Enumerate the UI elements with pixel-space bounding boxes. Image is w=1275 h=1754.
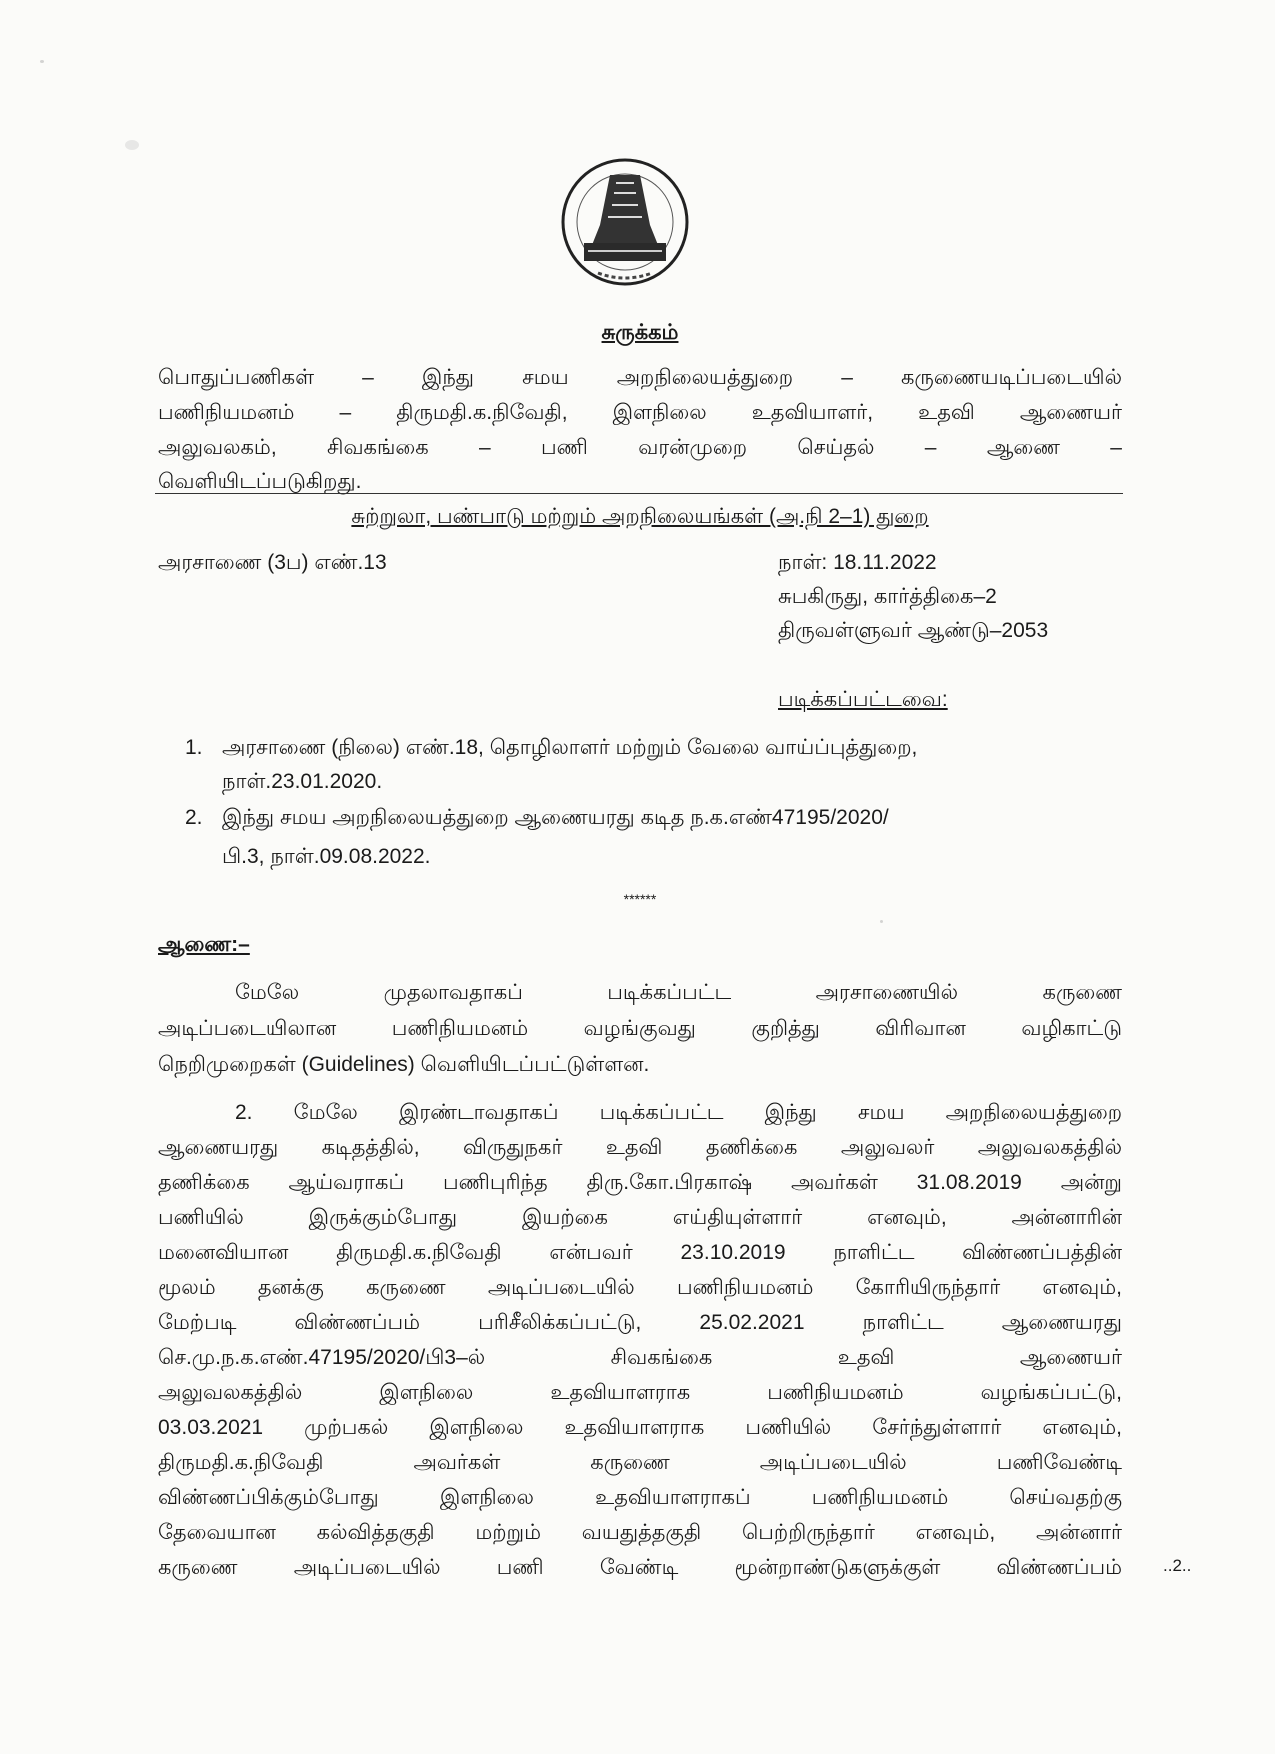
paragraph-line: அலுவலகத்தில் இளநிலை உதவியாளராக பணிநியமனம் வழங்கப்பட்டு, [158, 1381, 1122, 1404]
paragraph-line: பணியில் இருக்கும்போது இயற்கை எய்தியுள்ளார் எனவும், அன்னாரின் [158, 1206, 1122, 1229]
tamil-date: சுபகிருது, கார்த்திகை–2 [778, 585, 997, 608]
order-heading: ஆணை:– [158, 933, 250, 956]
order-date: நாள்: 18.11.2022 [778, 551, 937, 574]
separator: ****** [623, 891, 657, 907]
order-number: அரசாணை (3ப) எண்.13 [158, 551, 387, 574]
paragraph-line: ஆணையரது கடிதத்தில், விருதுநகர் உதவி தணிக்கை அலுவலர் அலுவலகத்தில் [158, 1136, 1122, 1159]
references-heading: படிக்கப்பட்டவை: [778, 688, 948, 711]
paragraph-line: 2. மேலே இரண்டாவதாகப் படிக்கப்பட்ட இந்து சமய அறநிலையத்துறை [235, 1101, 1122, 1124]
reference-line: இந்து சமய அறநிலையத்துறை ஆணையரது கடித ந.க.எண்47195/2020/ [222, 806, 889, 829]
paragraph-line: நெறிமுறைகள் (Guidelines) வெளியிடப்பட்டுள்ளன. [158, 1053, 650, 1076]
reference-line: அரசாணை (நிலை) எண்.18, தொழிலாளர் மற்றும் வேலை வாய்ப்புத்துறை, [222, 736, 918, 759]
paragraph-line: 03.03.2021 முற்பகல் இளநிலை உதவியாளராக பணியில் சேர்ந்துள்ளார் எனவும், [158, 1416, 1122, 1439]
scan-speck [880, 920, 883, 923]
scan-speck [40, 60, 44, 63]
paragraph-line: மனைவியான திருமதி.க.நிவேதி என்பவர் 23.10.2019 நாளிட்ட விண்ணப்பத்தின் [158, 1241, 1122, 1264]
paragraph-line: தேவையான கல்வித்தகுதி மற்றும் வயதுத்தகுதி பெற்றிருந்தார் எனவும், அன்னார் [158, 1521, 1122, 1544]
summary-heading: சுருக்கம் [601, 321, 679, 344]
paragraph-line: அடிப்படையிலான பணிநியமனம் வழங்குவது குறித்து விரிவான வழிகாட்டு [158, 1017, 1122, 1040]
paragraph-line: திருமதி.க.நிவேதி அவர்கள் கருணை அடிப்படையில் பணிவேண்டி [158, 1451, 1122, 1474]
paragraph-line: மேலே முதலாவதாகப் படிக்கப்பட்ட அரசாணையில் கருணை [235, 981, 1122, 1004]
summary-line: பொதுப்பணிகள் – இந்து சமய அறநிலையத்துறை – கருணையடிப்படையில் [158, 366, 1122, 389]
department-name: சுற்றுலா, பண்பாடு மற்றும் அறநிலையங்கள் (அ.நி 2–1) துறை [351, 505, 929, 528]
paragraph-line: செ.மு.ந.க.எண்.47195/2020/பி3–ல் சிவகங்கை உதவி ஆணையர் [158, 1346, 1122, 1369]
thiruvalluvar-year: திருவள்ளுவர் ஆண்டு–2053 [778, 619, 1049, 642]
summary-line: பணிநியமனம் – திருமதி.க.நிவேதி, இளநிலை உதவியாளர், உதவி ஆணையர் [158, 401, 1122, 424]
divider [155, 493, 1123, 494]
paragraph-line: மேற்படி விண்ணப்பம் பரிசீலிக்கப்பட்டு, 25.02.2021 நாளிட்ட ஆணையரது [158, 1311, 1122, 1334]
summary-line: அலுவலகம், சிவகங்கை – பணி வரன்முறை செய்தல் – ஆணை – [158, 436, 1122, 459]
page-continuation: ..2.. [1163, 1556, 1192, 1575]
paragraph-line: கருணை அடிப்படையில் பணி வேண்டி மூன்றாண்டுகளுக்குள் விண்ணப்பம் [158, 1556, 1122, 1579]
reference-line: பி.3, நாள்.09.08.2022. [222, 845, 431, 868]
paragraph-line: மூலம் தனக்கு கருணை அடிப்படையில் பணிநியமனம் கோரியிருந்தார் எனவும், [158, 1276, 1122, 1299]
scan-speck [125, 140, 139, 150]
summary-line: வெளியிடப்படுகிறது. [158, 470, 362, 493]
reference-number: 1. [185, 736, 203, 759]
paragraph-line: தணிக்கை ஆய்வராகப் பணிபுரிந்த திரு.கோ.பிரகாஷ் அவர்கள் 31.08.2019 அன்று [158, 1171, 1122, 1194]
reference-number: 2. [185, 806, 203, 829]
reference-line: நாள்.23.01.2020. [222, 770, 383, 793]
paragraph-line: விண்ணப்பிக்கும்போது இளநிலை உதவியாளராகப் பணிநியமனம் செய்வதற்கு [158, 1486, 1122, 1509]
government-emblem [558, 155, 692, 289]
